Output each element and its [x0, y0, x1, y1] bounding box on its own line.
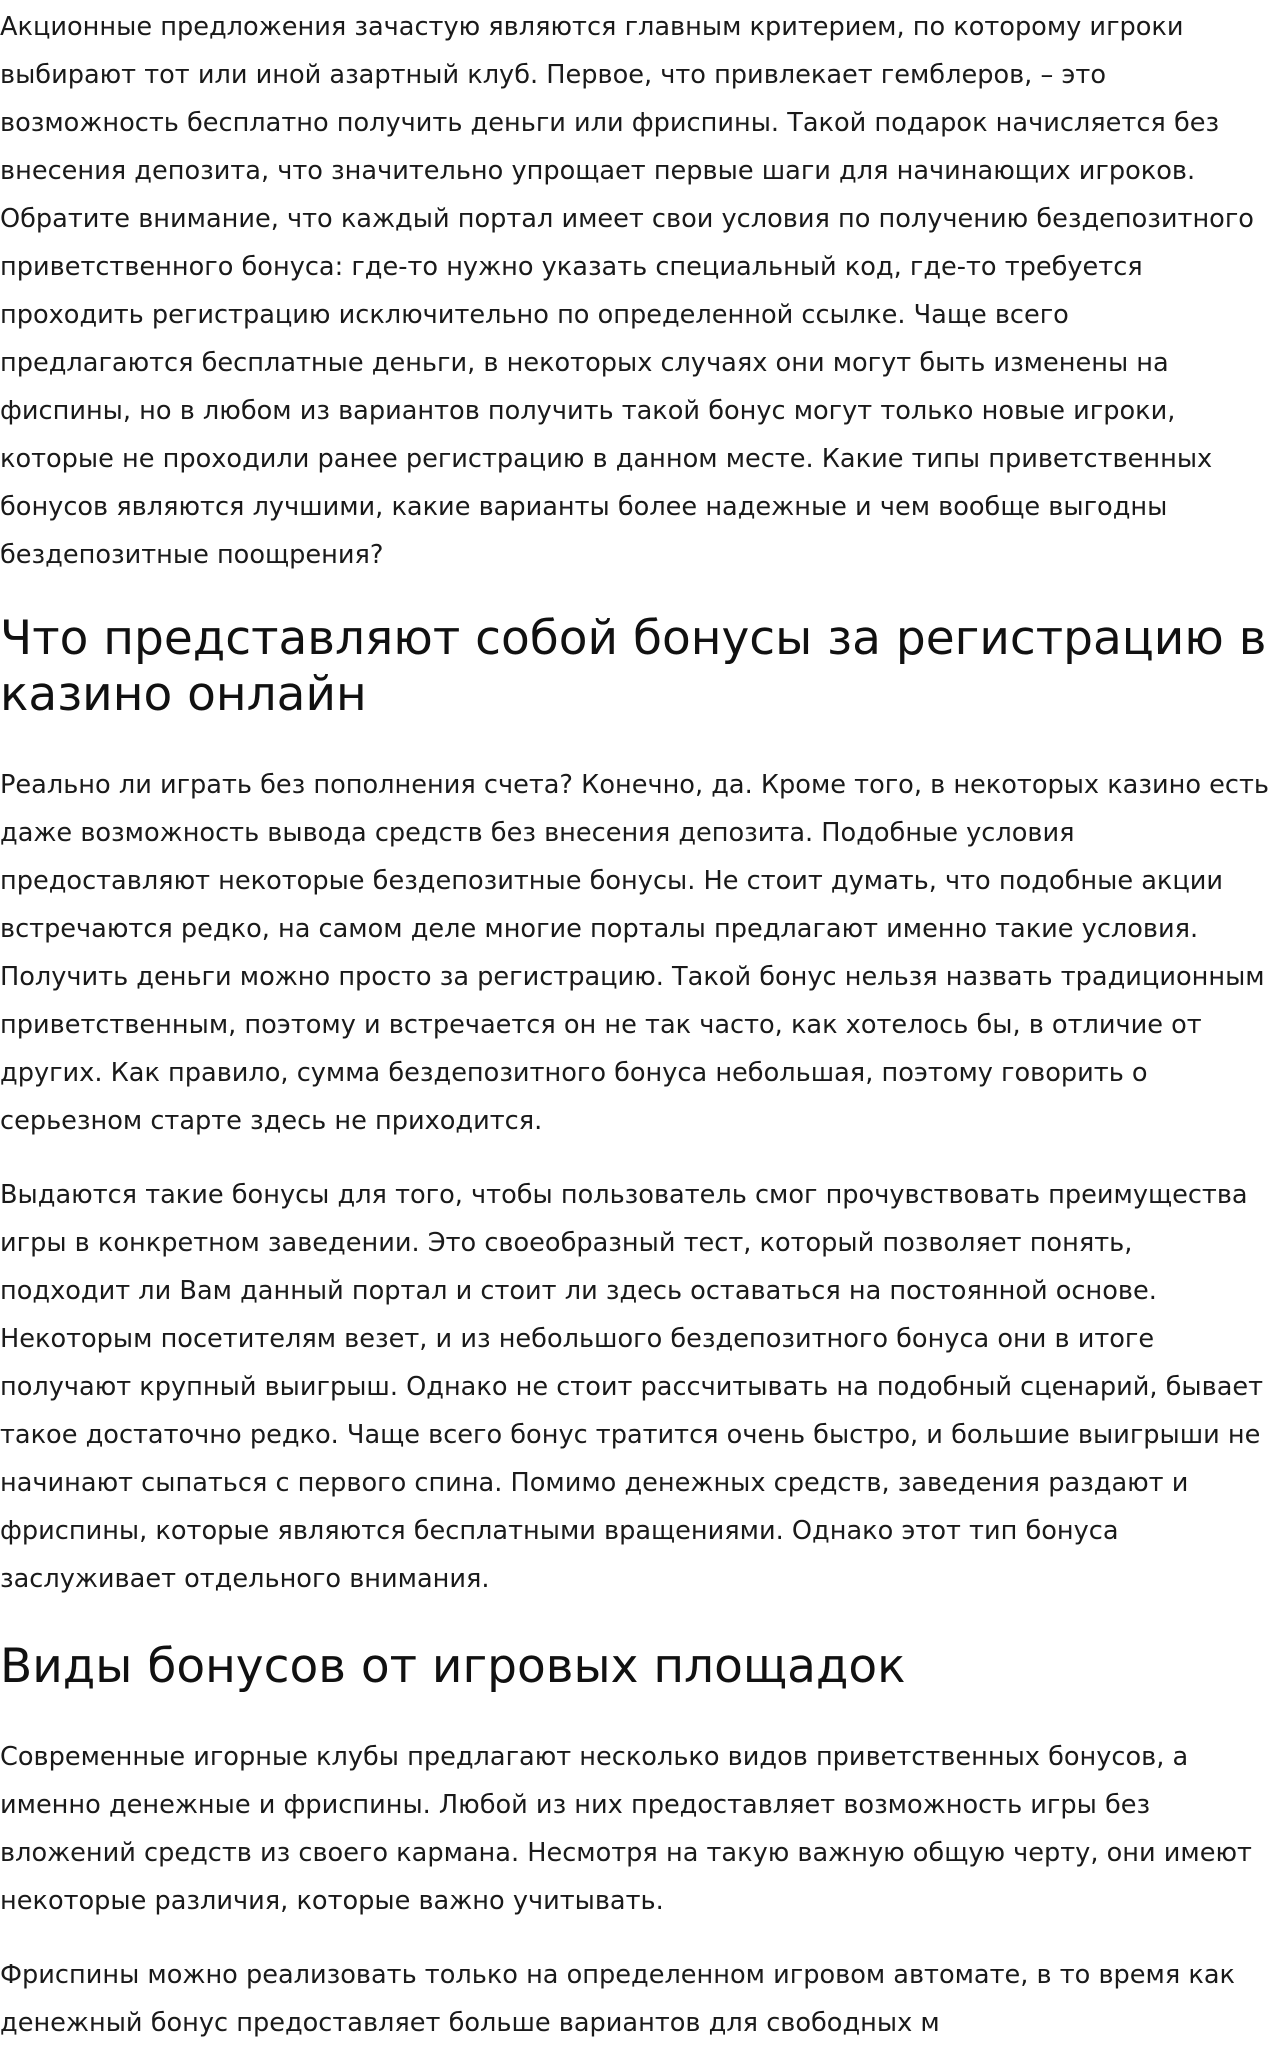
section-heading-registration-bonuses: Что представляют собой бонусы за регистрацию в казино онлайн [0, 611, 1267, 722]
section2-paragraph-2: Фриспины можно реализовать только на определенном игровом автомате, в то время как денежный бонус предоставляет больше вариантов для свободных м [0, 1960, 1235, 2038]
section1-paragraph-1: Реально ли играть без пополнения счета? Конечно, да. Кроме того, в некоторых казино есть даже возможность вывода средств без внесения депозита. Подобные условия предоставляют некоторые бездепозитные бонусы. Не стоит думать, что подобные акции встречаются редко, на самом деле многие порталы предлагают именно такие условия. Получить деньги можно просто за регистрацию. Такой бонус нельзя назвать традиционным приветственным, поэтому и встречается он не так часто, как хотелось бы, в отличие от других. Как правило, сумма бездепозитного бонуса небольшая, поэтому говорить о серьезном старте здесь не приходится. [0, 770, 1269, 1136]
section-heading-bonus-types: Виды бонусов от игровых площадок [0, 1639, 906, 1694]
section1-paragraph-2: Выдаются такие бонусы для того, чтобы пользователь смог прочувствовать преимущества игры в конкретном заведении. Это своеобразный тест, который позволяет понять, подходит ли Вам данный портал и стоит ли здесь оставаться на постоянной основе. Некоторым посетителям везет, и из небольшого бездепозитного бонуса они в итоге получают крупный выигрыш. Однако не стоит рассчитывать на подобный сценарий, бывает такое достаточно редко. Чаще всего бонус тратится очень быстро, и большие выигрыши не начинают сыпаться с первого спина. Помимо денежных средств, заведения раздают и фриспины, которые являются бесплатными вращениями. Однако этот тип бонуса заслуживает отдельного внимания. [0, 1180, 1264, 1594]
article [0, 3, 1270, 2047]
section2-paragraph-1: Современные игорные клубы предлагают несколько видов приветственных бонусов, а именно денежные и фриспины. Любой из них предоставляет возможность игры без вложений средств из своего кармана. Несмотря на такую важную общую черту, они имеют некоторые различия, которые важно учитывать. [0, 1742, 1252, 1916]
intro-paragraph: Акционные предложения зачастую являются главным критерием, по которому игроки выбирают тот или иной азартный клуб. Первое, что привлекает гемблеров, – это возможность бесплатно получить деньги или фриспины. Такой подарок начисляется без внесения депозита, что значительно упрощает первые шаги для начинающих игроков. Обратите внимание, что каждый портал имеет свои условия по получению бездепозитного приветственного бонуса: где-то нужно указать специальный код, где-то требуется проходить регистрацию исключительно по определенной ссылке. Чаще всего предлагаются бесплатные деньги, в некоторых случаях они могут быть изменены на фиспины, но в любом из вариантов получить такой бонус могут только новые игроки, которые не проходили ранее регистрацию в данном месте. Какие типы приветственных бонусов являются лучшими, какие варианты более надежные и чем вообще выгодны бездепозитные поощрения? [0, 12, 1254, 570]
